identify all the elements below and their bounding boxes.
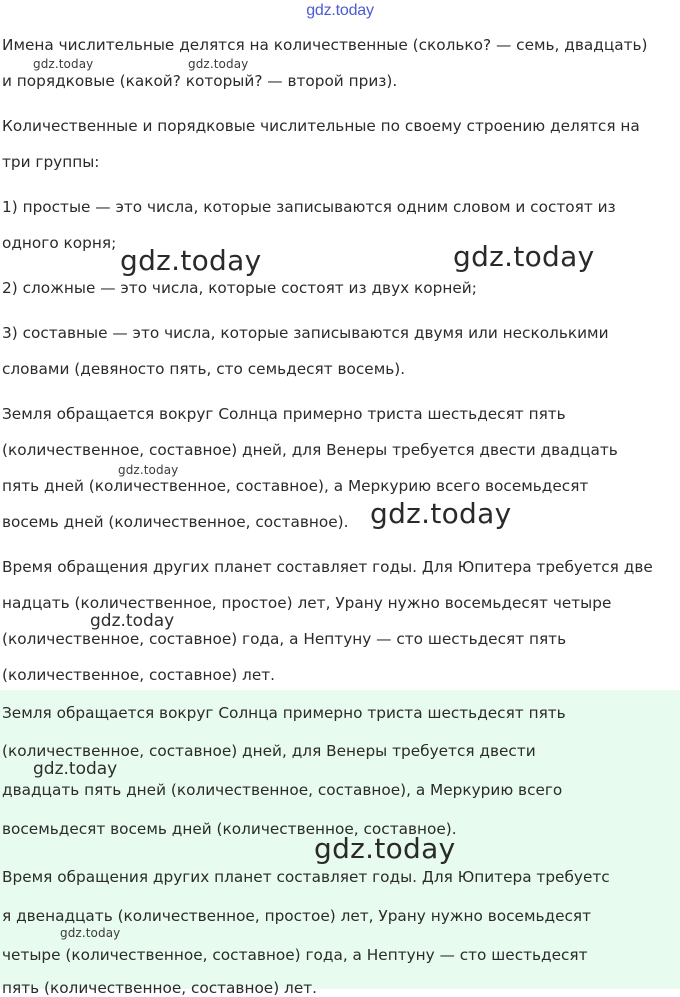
watermark: gdz.today xyxy=(60,926,121,940)
answer-paragraph-2-line-1: Время обращения других планет составляет годы. Для Юпитера требуетс xyxy=(2,868,610,886)
watermark: gdz.today xyxy=(118,463,179,477)
answer-paragraph-1-line-4: восемьдесят восемь дней (количественное, составное). xyxy=(2,820,457,838)
watermark: gdz.today xyxy=(453,240,595,273)
theory-paragraph-2-line-2: три группы: xyxy=(2,153,100,171)
answer-paragraph-1-line-3: двадцать пять дней (количественное, составное), а Меркурию всего xyxy=(2,781,563,799)
watermark: gdz.today xyxy=(188,57,249,71)
exercise-paragraph-2-line-1: Время обращения других планет составляет годы. Для Юпитера требуется две xyxy=(2,558,653,576)
exercise-paragraph-1-line-3: пять дней (количественное, составное), а Меркурию всего восемьдесят xyxy=(2,477,589,495)
exercise-paragraph-1-line-4: восемь дней (количественное, составное). xyxy=(2,513,349,531)
watermark: gdz.today xyxy=(90,611,175,631)
answer-paragraph-2-line-4: пять (количественное, составное) лет. xyxy=(2,979,318,997)
watermark: gdz.today xyxy=(314,832,456,865)
theory-paragraph-3-line-2: одного корня; xyxy=(2,234,117,252)
answer-paragraph-2-line-2: я двенадцать (количественное, простое) лет, Урану нужно восемьдесят xyxy=(2,907,592,925)
theory-paragraph-1-line-2: и порядковые (какой? который? — второй приз). xyxy=(2,72,398,90)
watermark: gdz.today xyxy=(33,759,118,779)
exercise-paragraph-1-line-2: (количественное, составное) дней, для Венеры требуется двести двадцать xyxy=(2,441,618,459)
exercise-paragraph-2-line-3: (количественное, составное) года, а Нептуну — сто шестьдесят пять xyxy=(2,630,567,648)
theory-paragraph-3-line-1: 1) простые — это числа, которые записываются одним словом и состоят из xyxy=(2,198,616,216)
theory-paragraph-5-line-1: 3) составные — это числа, которые записываются двумя или несколькими xyxy=(2,324,609,342)
answer-paragraph-1-line-1: Земля обращается вокруг Солнца примерно триста шестьдесят пять xyxy=(2,704,566,722)
answer-paragraph-2-line-3: четыре (количественное, составное) года, а Нептуну — сто шестьдесят xyxy=(2,946,588,964)
watermark: gdz.today xyxy=(120,244,262,277)
watermark: gdz.today xyxy=(370,497,512,530)
site-watermark-header: gdz.today xyxy=(306,2,374,19)
theory-paragraph-5-line-2: словами (девяносто пять, сто семьдесят восемь). xyxy=(2,360,406,378)
theory-paragraph-1-line-1: Имена числительные делятся на количественные (сколько? — семь, двадцать) xyxy=(2,36,648,54)
exercise-paragraph-2-line-4: (количественное, составное) лет. xyxy=(2,666,276,684)
exercise-paragraph-1-line-1: Земля обращается вокруг Солнца примерно триста шестьдесят пять xyxy=(2,405,566,423)
watermark: gdz.today xyxy=(33,57,94,71)
answer-paragraph-1-line-2: (количественное, составное) дней, для Венеры требуется двести xyxy=(2,742,536,760)
exercise-paragraph-2-line-2: надцать (количественное, простое) лет, Урану нужно восемьдесят четыре xyxy=(2,594,612,612)
theory-paragraph-4-line-1: 2) сложные — это числа, которые состоят из двух корней; xyxy=(2,279,477,297)
theory-paragraph-2-line-1: Количественные и порядковые числительные по своему строению делятся на xyxy=(2,117,640,135)
